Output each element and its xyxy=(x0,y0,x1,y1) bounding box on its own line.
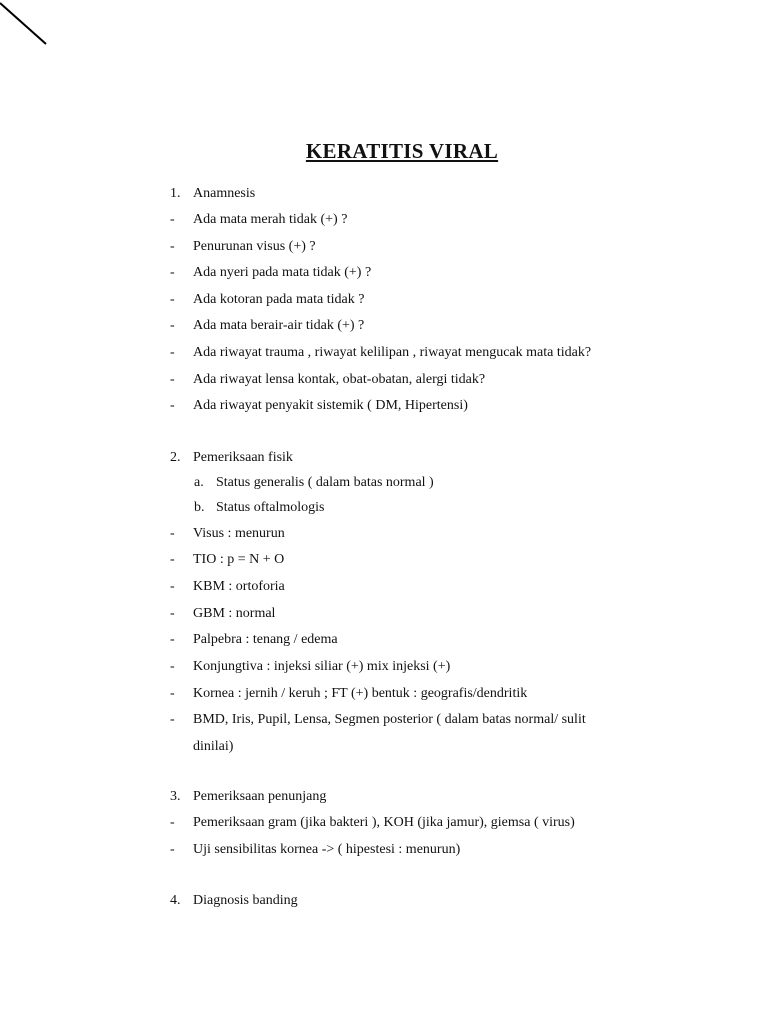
list-item-text: Ada mata berair-air tidak (+) ? xyxy=(193,318,365,333)
list-marker: - xyxy=(170,212,175,227)
list-item-text: Pemeriksaan penunjang xyxy=(193,789,327,804)
list-item-text: Ada riwayat penyakit sistemik ( DM, Hipertensi) xyxy=(193,398,468,413)
list-item-text: Uji sensibilitas kornea -> ( hipestesi : menurun) xyxy=(193,842,461,857)
list-marker: - xyxy=(170,372,175,387)
list-item-text: KBM : ortoforia xyxy=(193,579,285,594)
list-marker: - xyxy=(170,345,175,360)
list-item-text: Ada riwayat lensa kontak, obat-obatan, alergi tidak? xyxy=(193,372,486,387)
list-item-text: Ada kotoran pada mata tidak ? xyxy=(193,292,365,307)
corner-fold-line xyxy=(0,0,60,60)
list-item-text: Ada mata merah tidak (+) ? xyxy=(193,212,348,227)
list-marker: a. xyxy=(194,475,204,490)
list-marker: 4. xyxy=(170,893,181,908)
list-marker: - xyxy=(170,842,175,857)
list-marker: - xyxy=(170,579,175,594)
list-marker: 1. xyxy=(170,186,181,201)
list-marker: - xyxy=(170,398,175,413)
list-item-text: Kornea : jernih / keruh ; FT (+) bentuk : geografis/dendritik xyxy=(193,686,528,701)
list-marker: - xyxy=(170,239,175,254)
page-title: KERATITIS VIRAL xyxy=(305,139,499,163)
list-marker: - xyxy=(170,292,175,307)
list-item-text: BMD, Iris, Pupil, Lensa, Segmen posterior ( dalam batas normal/ sulit xyxy=(193,712,586,727)
list-item-text: Ada nyeri pada mata tidak (+) ? xyxy=(193,265,372,280)
list-item-text: Ada riwayat trauma , riwayat kelilipan , riwayat mengucak mata tidak? xyxy=(193,345,592,360)
list-item-text: Anamnesis xyxy=(193,186,256,201)
list-marker: - xyxy=(170,686,175,701)
list-item-text: Konjungtiva : injeksi siliar (+) mix injeksi (+) xyxy=(193,659,451,674)
list-item-text: Status generalis ( dalam batas normal ) xyxy=(216,475,434,490)
list-marker: b. xyxy=(194,500,205,515)
list-item-text: TIO : p = N + O xyxy=(193,552,285,567)
list-marker: - xyxy=(170,659,175,674)
list-item-text: Palpebra : tenang / edema xyxy=(193,632,338,647)
list-item-text: dinilai) xyxy=(193,739,234,754)
list-item-text: Pemeriksaan fisik xyxy=(193,450,293,465)
list-marker: - xyxy=(170,606,175,621)
list-marker: - xyxy=(170,526,175,541)
list-item-text: Penurunan visus (+) ? xyxy=(193,239,316,254)
list-item-text: Visus : menurun xyxy=(193,526,285,541)
list-marker: - xyxy=(170,318,175,333)
list-marker: - xyxy=(170,712,175,727)
list-marker: - xyxy=(170,265,175,280)
list-item-text: Status oftalmologis xyxy=(216,500,325,515)
list-marker: - xyxy=(170,552,175,567)
list-marker: 2. xyxy=(170,450,181,465)
list-item-text: GBM : normal xyxy=(193,606,276,621)
list-marker: - xyxy=(170,815,175,830)
list-marker: 3. xyxy=(170,789,181,804)
list-marker: - xyxy=(170,632,175,647)
list-item-text: Pemeriksaan gram (jika bakteri ), KOH (jika jamur), giemsa ( virus) xyxy=(193,815,575,830)
list-item-text: Diagnosis banding xyxy=(193,893,298,908)
